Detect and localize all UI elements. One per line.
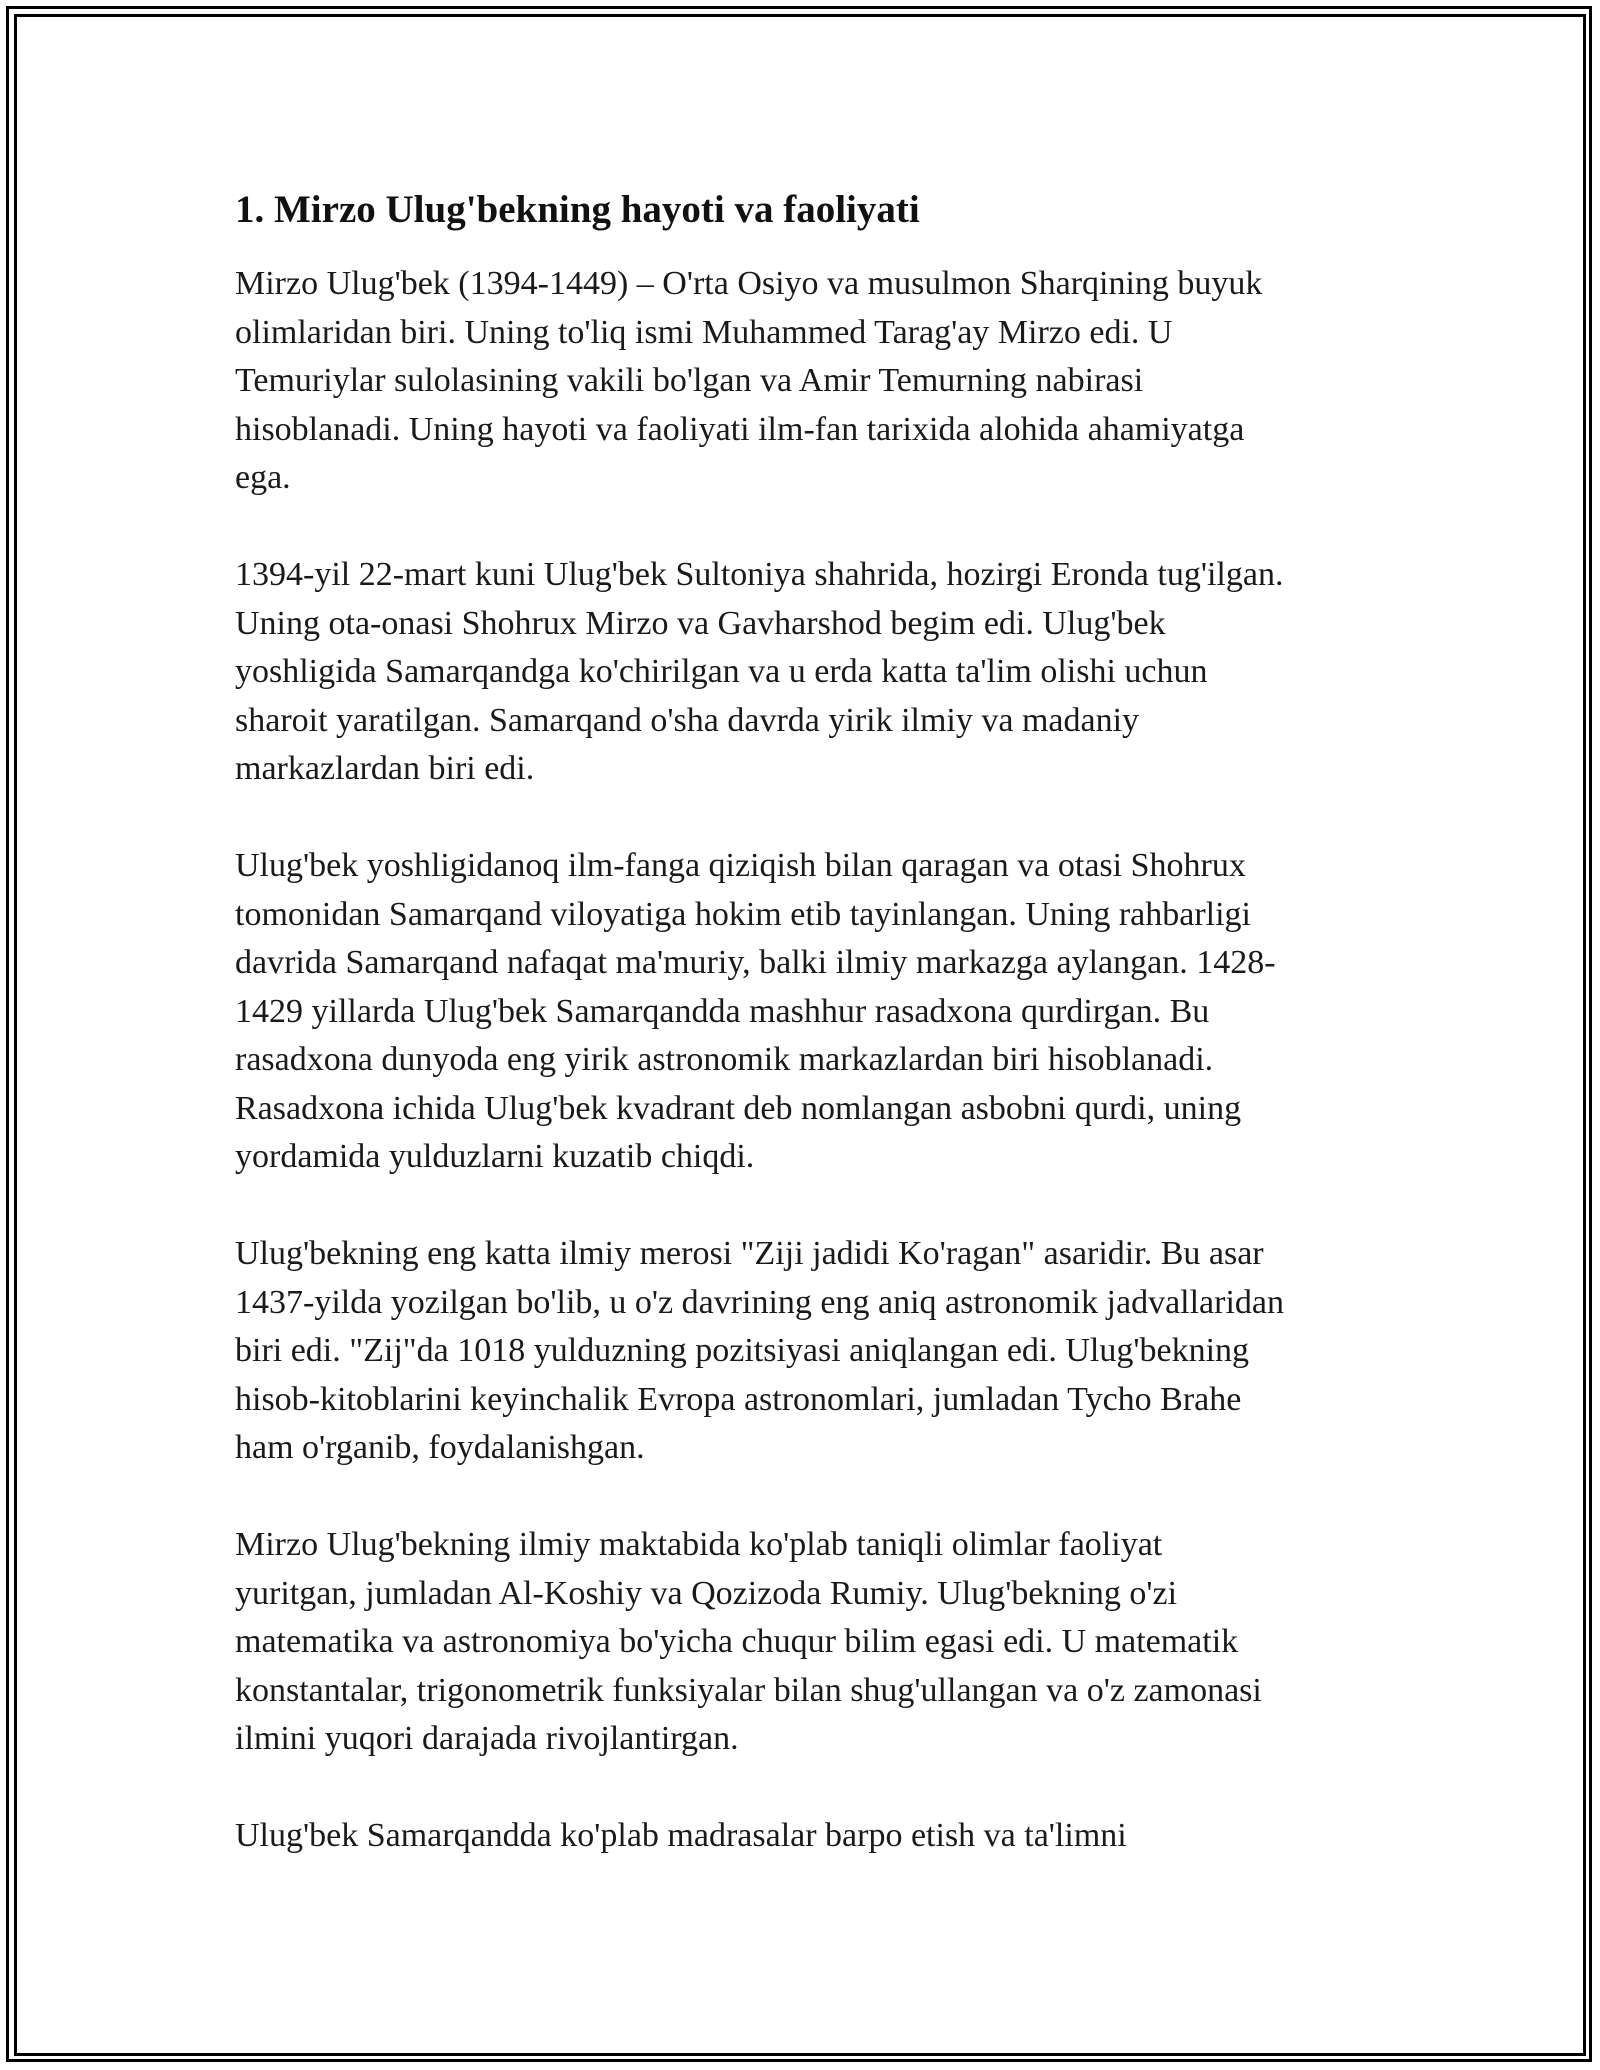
text-line: markazlardan biri edi.	[235, 750, 535, 787]
text-line: Mirzo Ulug'bek (1394-1449) – O'rta Osiyo va musulmon Sharqining buyuk	[235, 265, 1263, 302]
paragraph-4	[235, 1230, 1375, 1473]
text-line: tomonidan Samarqand viloyatiga hokim etib tayinlangan. Uning rahbarligi	[235, 895, 1251, 933]
text-line: 1394-yil 22-mart kuni Ulug'bek Sultoniya shahrida, hozirgi Eronda tug'ilgan.	[235, 556, 1284, 593]
text-line: Ulug'bek yoshligidanoq ilm-fanga qiziqish bilan qaragan va otasi Shohrux	[235, 847, 1246, 884]
text-line: yordamida yulduzlarni kuzatib chiqdi.	[235, 1138, 755, 1175]
text-line: konstantalar, trigonometrik funksiyalar bilan shug'ullangan va o'z zamonasi	[235, 1671, 1262, 1709]
text-line: rasadxona dunyoda eng yirik astronomik markazlardan biri hisoblanadi.	[235, 1041, 1214, 1078]
text-line: ilmini yuqori darajada rivojlantirgan.	[235, 1720, 739, 1757]
text-line: biri edi. "Zij"da 1018 yulduzning pozitsiyasi aniqlangan edi. Ulug'bekning	[235, 1332, 1250, 1369]
document-title: 1. Mirzo Ulug'bekning hayoti va faoliyati	[235, 188, 920, 231]
text-line: hisoblanadi. Uning hayoti va faoliyati ilm-fan tarixida alohida ahamiyatga	[235, 410, 1245, 448]
text-line: sharoit yaratilgan. Samarqand o'sha davrda yirik ilmiy va madaniy	[235, 701, 1140, 739]
text-line: Temuriylar sulolasining vakili bo'lgan va Amir Temurning nabirasi	[235, 362, 1144, 399]
text-line: Ulug'bek Samarqandda ko'plab madrasalar barpo etish va ta'limni	[235, 1817, 1127, 1854]
text-line: olimlaridan biri. Uning to'liq ismi Muhammed Tarag'ay Mirzo edi. U	[235, 313, 1173, 351]
paragraph-3	[235, 842, 1375, 1182]
paragraph-6	[235, 1812, 1375, 1861]
paragraph-1	[235, 260, 1375, 503]
text-line: matematika va astronomiya bo'yicha chuqur bilim egasi edi. U matematik	[235, 1623, 1239, 1660]
text-line: hisob-kitoblarini keyinchalik Evropa astronomlari, jumladan Tycho Brahe	[235, 1380, 1242, 1418]
text-line: yoshligida Samarqandga ko'chirilgan va u erda katta ta'lim olishi uchun	[235, 653, 1208, 690]
document-body	[235, 186, 1375, 1909]
text-line: davrida Samarqand nafaqat ma'muriy, balki ilmiy markazga aylangan. 1428-	[235, 944, 1276, 981]
text-line: Mirzo Ulug'bekning ilmiy maktabida ko'plab taniqli olimlar faoliyat	[235, 1526, 1163, 1563]
paragraph-2	[235, 551, 1375, 794]
text-line: Rasadxona ichida Ulug'bek kvadrant deb nomlangan asbobni qurdi, uning	[235, 1089, 1242, 1127]
text-line: yuritgan, jumladan Al-Koshiy va Qozizoda Rumiy. Ulug'bekning o'zi	[235, 1574, 1178, 1612]
text-line: 1437-yilda yozilgan bo'lib, u o'z davrining eng aniq astronomik jadvallaridan	[235, 1283, 1285, 1321]
text-line: Ulug'bekning eng katta ilmiy merosi "Ziji jadidi Ko'ragan" asaridir. Bu asar	[235, 1235, 1264, 1272]
text-line: 1429 yillarda Ulug'bek Samarqandda mashhur rasadxona qurdirgan. Bu	[235, 992, 1210, 1030]
text-line: Uning ota-onasi Shohrux Mirzo va Gavharshod begim edi. Ulug'bek	[235, 604, 1166, 642]
paragraph-5	[235, 1521, 1375, 1764]
text-line: ham o'rganib, foydalanishgan.	[235, 1429, 645, 1466]
text-line: ega.	[235, 459, 291, 496]
